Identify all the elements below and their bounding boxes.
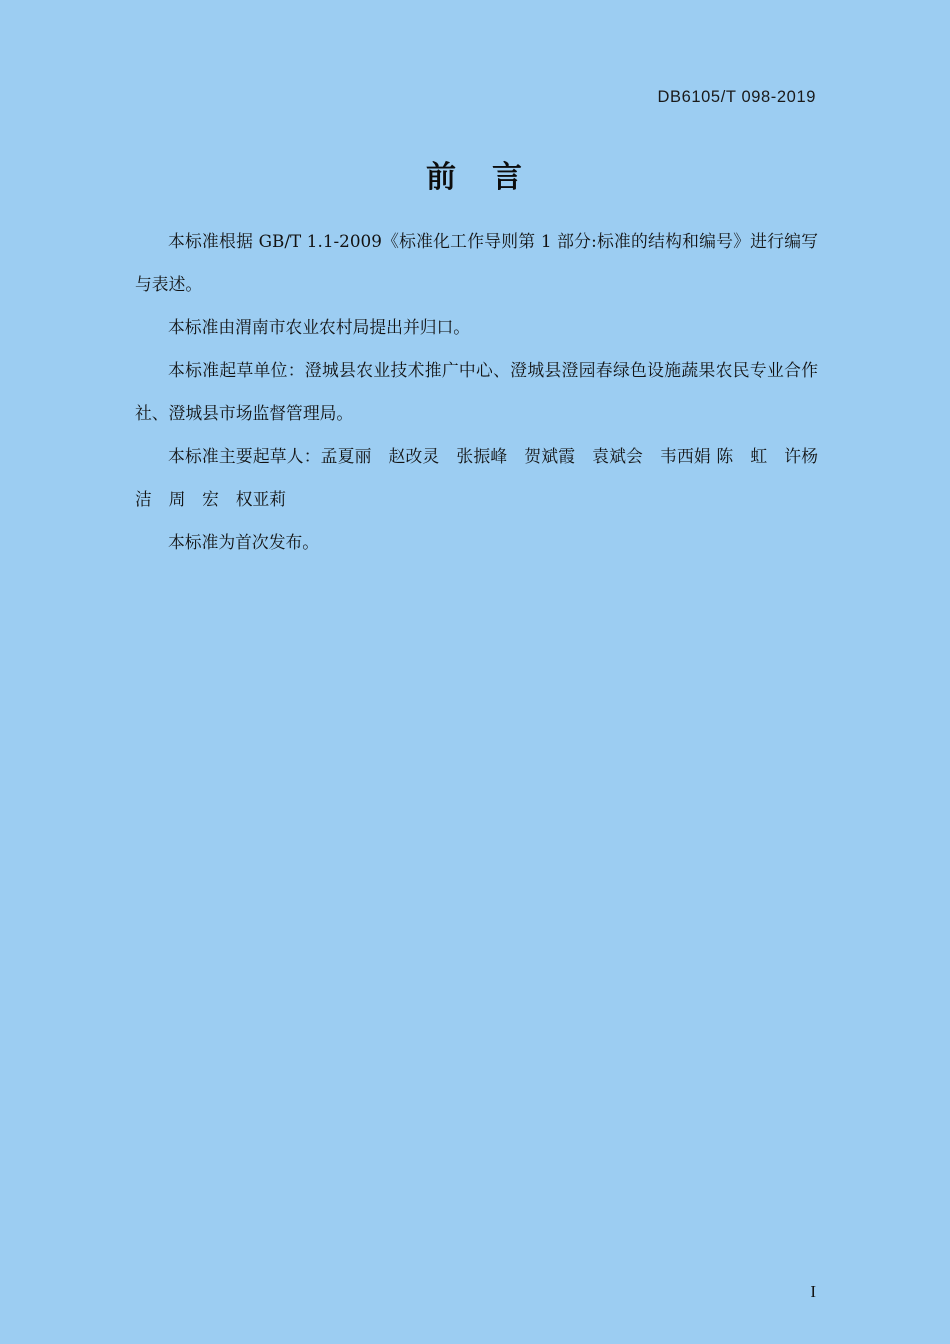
page-number: I	[810, 1282, 816, 1301]
page-title-left: 前	[426, 160, 458, 195]
foreword-paragraph-5: 本标准为首次发布。	[168, 532, 320, 552]
document-header-code: DB6105/T 098-2019	[657, 88, 816, 106]
foreword-paragraph-3: 本标准起草单位：澄城县农业技术推广中心、澄城县澄园春绿色设施蔬果农民专业合作社、澄城县市场监督管理局。	[135, 360, 818, 423]
foreword-paragraph-4: 本标准主要起草人：孟夏丽 赵改灵 张振峰 贺斌霞 袁斌会 韦西娟 陈 虹 许杨洁 周 宏 权亚莉	[135, 446, 818, 509]
page-title-right: 言	[492, 160, 524, 195]
document-body	[135, 220, 818, 564]
page-title	[0, 152, 950, 196]
foreword-paragraph-2: 本标准由渭南市农业农村局提出并归口。	[168, 317, 471, 337]
foreword-paragraph-1: 本标准根据 GB/T 1.1-2009《标准化工作导则第 1 部分:标准的结构和编号》进行编写与表述。	[135, 231, 818, 294]
